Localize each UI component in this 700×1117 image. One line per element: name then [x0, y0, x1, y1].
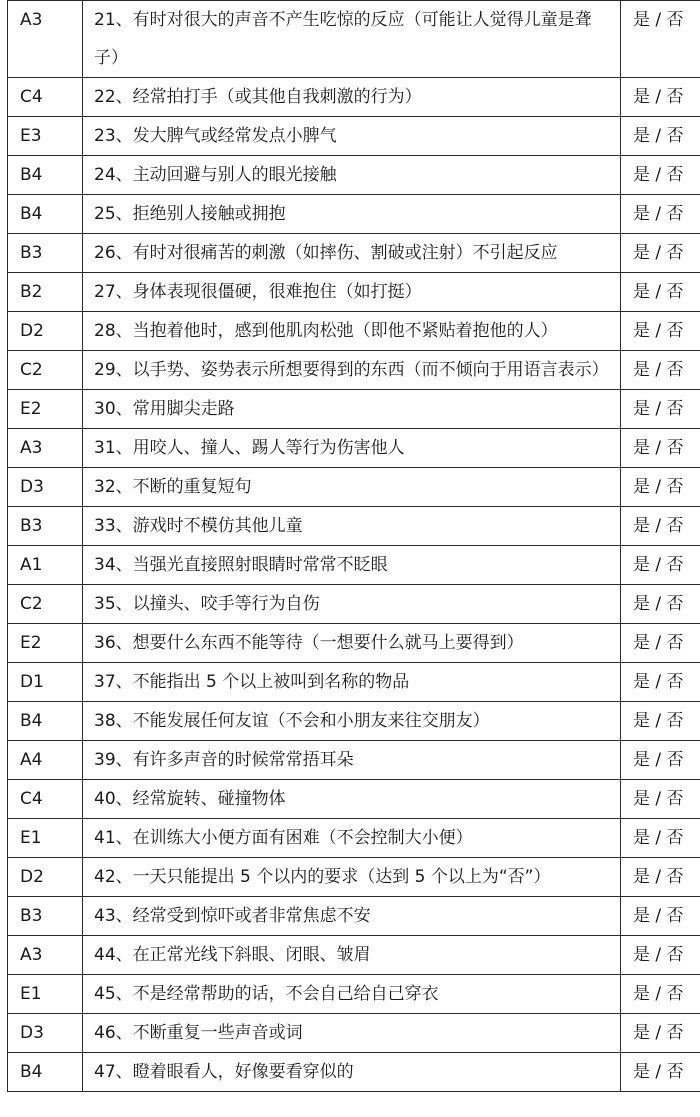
- item-question: 25、拒绝别人接触或拥抱: [83, 195, 621, 234]
- table-row: [8, 507, 700, 546]
- item-question: 29、以手势、姿势表示所想要得到的东西（而不倾向于用语言表示）: [83, 351, 621, 390]
- answer-choice[interactable]: [621, 351, 700, 390]
- table-row: [8, 1053, 700, 1092]
- answer-choice-text: 是 / 否: [633, 165, 684, 185]
- answer-choice-text: 是 / 否: [633, 126, 684, 146]
- answer-choice-text: 是 / 否: [633, 438, 684, 458]
- item-code-text: D3: [20, 1023, 44, 1043]
- item-question: 43、经常受到惊吓或者非常焦虑不安: [83, 897, 621, 936]
- item-code-text: C2: [20, 360, 43, 380]
- item-code: [8, 273, 83, 312]
- item-code-text: D3: [20, 477, 44, 497]
- item-code: [8, 390, 83, 429]
- item-code-text: B4: [20, 711, 43, 731]
- item-code: [8, 702, 83, 741]
- item-question: 28、当抱着他时，感到他肌肉松弛（即他不紧贴着抱他的人）: [83, 312, 621, 351]
- answer-choice[interactable]: [621, 117, 700, 156]
- questionnaire-table: [7, 0, 700, 1092]
- answer-choice-text: 是 / 否: [633, 321, 684, 341]
- item-code-text: B2: [20, 282, 43, 302]
- answer-choice[interactable]: [621, 195, 700, 234]
- item-question: 23、发大脾气或经常发点小脾气: [83, 117, 621, 156]
- item-code: [8, 546, 83, 585]
- item-code: [8, 234, 83, 273]
- answer-choice[interactable]: [621, 546, 700, 585]
- table-row: [8, 1014, 700, 1053]
- item-code: [8, 78, 83, 117]
- item-question: 37、不能指出 5 个以上被叫到名称的物品: [83, 663, 621, 702]
- table-body: [8, 1, 700, 1092]
- item-code: [8, 312, 83, 351]
- item-question: 33、游戏时不模仿其他儿童: [83, 507, 621, 546]
- answer-choice[interactable]: [621, 429, 700, 468]
- answer-choice-text: 是 / 否: [633, 789, 684, 809]
- answer-choice-text: 是 / 否: [633, 555, 684, 575]
- answer-choice-text: 是 / 否: [633, 1023, 684, 1043]
- answer-choice-text: 是 / 否: [633, 87, 684, 107]
- item-code-text: B4: [20, 1062, 43, 1082]
- answer-choice-text: 是 / 否: [633, 516, 684, 536]
- table-row: [8, 702, 700, 741]
- answer-choice-text: 是 / 否: [633, 204, 684, 224]
- item-code-text: E3: [20, 126, 42, 146]
- item-code: [8, 663, 83, 702]
- answer-choice-text: 是 / 否: [633, 10, 684, 30]
- table-row: [8, 312, 700, 351]
- item-code: [8, 1, 83, 78]
- table-row: [8, 234, 700, 273]
- item-code: [8, 156, 83, 195]
- item-question: 40、经常旋转、碰撞物体: [83, 780, 621, 819]
- answer-choice-text: 是 / 否: [633, 360, 684, 380]
- table-row: [8, 663, 700, 702]
- item-code-text: D1: [20, 672, 44, 692]
- item-code: [8, 975, 83, 1014]
- table-row: [8, 1, 700, 78]
- item-code-text: A3: [20, 438, 43, 458]
- item-question: 21、有时对很大的声音不产生吃惊的反应（可能让人觉得儿童是聋子）: [83, 1, 621, 78]
- table-row: [8, 546, 700, 585]
- item-code: [8, 507, 83, 546]
- answer-choice[interactable]: [621, 585, 700, 624]
- answer-choice[interactable]: [621, 156, 700, 195]
- item-code-text: E2: [20, 633, 42, 653]
- item-question: 31、用咬人、撞人、踢人等行为伤害他人: [83, 429, 621, 468]
- item-code: [8, 585, 83, 624]
- item-code: [8, 858, 83, 897]
- item-question: 27、身体表现很僵硬，很难抱住（如打挺）: [83, 273, 621, 312]
- item-code: [8, 429, 83, 468]
- item-code-text: C4: [20, 789, 43, 809]
- table-row: [8, 390, 700, 429]
- answer-choice-text: 是 / 否: [633, 906, 684, 926]
- item-code-text: E1: [20, 828, 42, 848]
- item-question: 46、不断重复一些声音或词: [83, 1014, 621, 1053]
- answer-choice-text: 是 / 否: [633, 750, 684, 770]
- answer-choice[interactable]: [621, 936, 700, 975]
- answer-choice-text: 是 / 否: [633, 282, 684, 302]
- table-row: [8, 780, 700, 819]
- item-code: [8, 819, 83, 858]
- item-code-text: E2: [20, 399, 42, 419]
- answer-choice-text: 是 / 否: [633, 594, 684, 614]
- item-code: [8, 351, 83, 390]
- item-code: [8, 780, 83, 819]
- item-code-text: E1: [20, 984, 42, 1004]
- answer-choice[interactable]: [621, 1014, 700, 1053]
- item-code-text: B3: [20, 516, 43, 536]
- table-row: [8, 585, 700, 624]
- table-row: [8, 273, 700, 312]
- table-row: [8, 975, 700, 1014]
- answer-choice-text: 是 / 否: [633, 477, 684, 497]
- answer-choice[interactable]: [621, 1, 700, 78]
- answer-choice[interactable]: [621, 1053, 700, 1092]
- item-question: 24、主动回避与别人的眼光接触: [83, 156, 621, 195]
- table-row: [8, 429, 700, 468]
- answer-choice[interactable]: [621, 390, 700, 429]
- answer-choice[interactable]: [621, 897, 700, 936]
- table-row: [8, 195, 700, 234]
- answer-choice-text: 是 / 否: [633, 984, 684, 1004]
- item-question: 44、在正常光线下斜眼、闭眼、皱眉: [83, 936, 621, 975]
- answer-choice[interactable]: [621, 273, 700, 312]
- item-code-text: A3: [20, 10, 43, 30]
- item-question: 42、一天只能提出 5 个以内的要求（达到 5 个以上为“否”）: [83, 858, 621, 897]
- answer-choice-text: 是 / 否: [633, 399, 684, 419]
- item-question: 45、不是经常帮助的话，不会自己给自己穿衣: [83, 975, 621, 1014]
- item-code: [8, 741, 83, 780]
- item-code-text: C2: [20, 594, 43, 614]
- item-question: 38、不能发展任何友谊（不会和小朋友来往交朋友）: [83, 702, 621, 741]
- answer-choice[interactable]: [621, 975, 700, 1014]
- item-question: 41、在训练大小便方面有困难（不会控制大小便）: [83, 819, 621, 858]
- item-code: [8, 897, 83, 936]
- table-row: [8, 741, 700, 780]
- item-code-text: A3: [20, 945, 43, 965]
- answer-choice[interactable]: [621, 312, 700, 351]
- item-code-text: D2: [20, 867, 44, 887]
- item-code-text: D2: [20, 321, 44, 341]
- table-row: [8, 897, 700, 936]
- table-row: [8, 351, 700, 390]
- item-code: [8, 195, 83, 234]
- item-code: [8, 1053, 83, 1092]
- answer-choice-text: 是 / 否: [633, 945, 684, 965]
- item-code-text: C4: [20, 87, 43, 107]
- answer-choice-text: 是 / 否: [633, 867, 684, 887]
- item-question: 39、有许多声音的时候常常捂耳朵: [83, 741, 621, 780]
- item-question: 22、经常拍打手（或其他自我刺激的行为）: [83, 78, 621, 117]
- table-row: [8, 156, 700, 195]
- answer-choice-text: 是 / 否: [633, 243, 684, 263]
- item-question: 47、瞪着眼看人，好像要看穿似的: [83, 1053, 621, 1092]
- item-question: 32、不断的重复短句: [83, 468, 621, 507]
- table-row: [8, 78, 700, 117]
- item-code-text: B4: [20, 165, 43, 185]
- answer-choice-text: 是 / 否: [633, 828, 684, 848]
- item-code: [8, 624, 83, 663]
- table-row: [8, 936, 700, 975]
- answer-choice[interactable]: [621, 741, 700, 780]
- item-code: [8, 468, 83, 507]
- answer-choice-text: 是 / 否: [633, 1062, 684, 1082]
- answer-choice-text: 是 / 否: [633, 711, 684, 731]
- item-question: 36、想要什么东西不能等待（一想要什么就马上要得到）: [83, 624, 621, 663]
- table-row: [8, 468, 700, 507]
- table-row: [8, 117, 700, 156]
- answer-choice-text: 是 / 否: [633, 672, 684, 692]
- answer-choice[interactable]: [621, 624, 700, 663]
- item-code-text: A1: [20, 555, 43, 575]
- answer-choice[interactable]: [621, 78, 700, 117]
- answer-choice[interactable]: [621, 702, 700, 741]
- item-code-text: B4: [20, 204, 43, 224]
- item-code-text: A4: [20, 750, 43, 770]
- table-row: [8, 819, 700, 858]
- item-code-text: B3: [20, 906, 43, 926]
- item-question: 35、以撞头、咬手等行为自伤: [83, 585, 621, 624]
- item-question: 34、当强光直接照射眼睛时常常不眨眼: [83, 546, 621, 585]
- item-code: [8, 936, 83, 975]
- table-row: [8, 858, 700, 897]
- answer-choice[interactable]: [621, 507, 700, 546]
- item-code: [8, 1014, 83, 1053]
- answer-choice[interactable]: [621, 468, 700, 507]
- answer-choice[interactable]: [621, 663, 700, 702]
- answer-choice[interactable]: [621, 234, 700, 273]
- item-question: 30、常用脚尖走路: [83, 390, 621, 429]
- answer-choice[interactable]: [621, 819, 700, 858]
- item-code-text: B3: [20, 243, 43, 263]
- answer-choice[interactable]: [621, 858, 700, 897]
- item-question: 26、有时对很痛苦的刺激（如摔伤、割破或注射）不引起反应: [83, 234, 621, 273]
- table-row: [8, 624, 700, 663]
- item-code: [8, 117, 83, 156]
- answer-choice-text: 是 / 否: [633, 633, 684, 653]
- answer-choice[interactable]: [621, 780, 700, 819]
